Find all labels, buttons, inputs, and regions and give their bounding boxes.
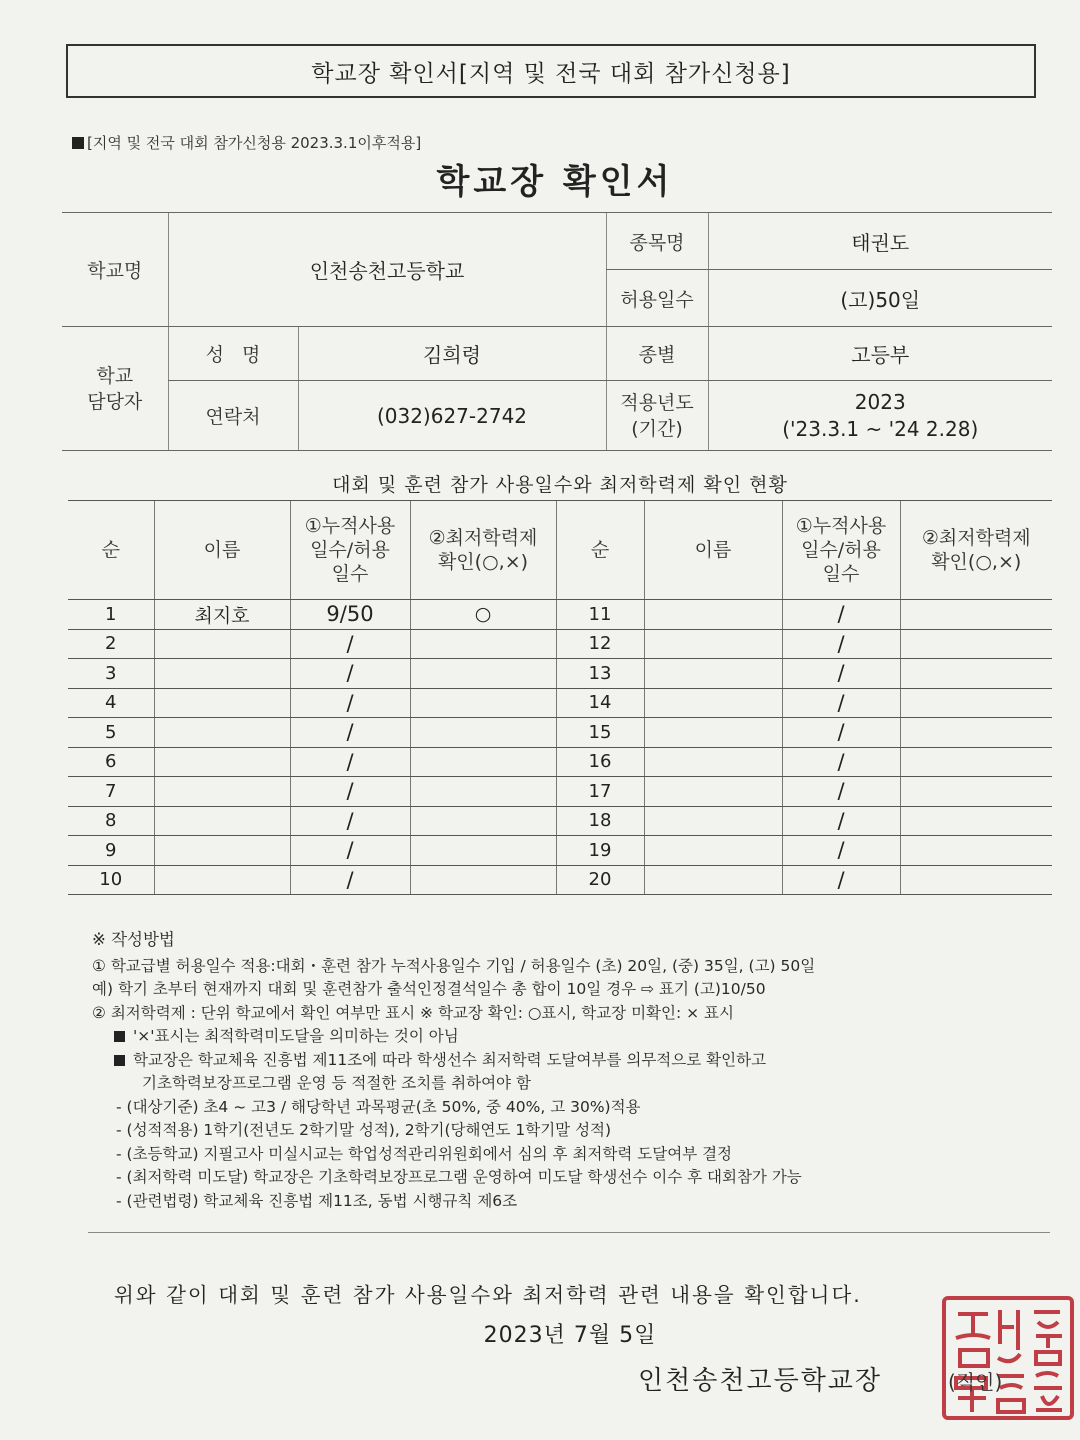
square-bullet-icon [114,1055,125,1066]
instruction-line: 기초학력보장프로그램 운영 등 적절한 조치를 취하여야 함 [142,1074,531,1092]
cell-check-right [900,806,1052,836]
table-row [68,777,1052,807]
period-year: 2023 [854,389,906,414]
table-row [68,865,1052,895]
cell-check-right [900,865,1052,895]
cell-check-left [410,629,556,659]
cell-name-right [644,600,782,630]
instruction-line: 예) 학기 초부터 현재까지 대회 및 훈련참가 출석인정결석일수 총 합이 10일 경우 ⇨ 표기 (고)10/50 [92,980,766,998]
cell-seq-left: 10 [68,865,154,895]
period-label: 적용년도 (기간) [606,381,708,451]
division-label: 종별 [606,327,708,381]
cell-seq-left: 1 [68,600,154,630]
cell-seq-right: 11 [556,600,644,630]
participation-table-body [68,600,1052,895]
cell-name-left [154,629,290,659]
table-row [68,806,1052,836]
cell-usage-left: / [290,806,410,836]
cell-name-left [154,836,290,866]
cell-usage-right: / [782,865,900,895]
event-value: 태권도 [708,213,1052,270]
cell-check-left [410,865,556,895]
confirmation-date: 2023년 7월 5일 [483,1323,657,1348]
cell-seq-left: 3 [68,659,154,689]
cell-check-right [900,747,1052,777]
col-header-check-left: ②최저학력제 확인(○,×) [410,501,556,600]
participation-table [68,500,1052,895]
cell-name-right [644,659,782,689]
cell-seq-right: 15 [556,718,644,748]
cell-name-right [644,718,782,748]
col-header-name-left: 이름 [154,501,290,600]
table-row [68,629,1052,659]
cell-name-right [644,836,782,866]
cell-seq-left: 2 [68,629,154,659]
col-header-seq-left: 순 [68,501,154,600]
instructions [92,926,1042,1212]
cell-name-right [644,688,782,718]
cell-seq-right: 13 [556,659,644,689]
cell-seq-right: 18 [556,806,644,836]
table-row [68,718,1052,748]
cell-name-left [154,718,290,748]
cell-check-left [410,659,556,689]
cell-usage-right: / [782,747,900,777]
instruction-dash: - (최저학력 미도달) 학교장은 기초학력보장프로그램 운영하여 미도달 학생선수 이수 후 대회참가 가능 [116,1168,802,1186]
cell-check-right [900,777,1052,807]
official-seal-stamp [938,1292,1078,1424]
seal-label: (직인) [948,1370,1003,1394]
cell-check-left [410,718,556,748]
divider-line [88,1232,1050,1233]
col-header-seq-right: 순 [556,501,644,600]
cell-check-right [900,836,1052,866]
cell-usage-left: / [290,865,410,895]
instruction-dash: - (성적적용) 1학기(전년도 2학기말 성적), 2학기(당해연도 1학기말 성적) [116,1121,612,1139]
cell-name-left [154,688,290,718]
status-table-title: 대회 및 훈련 참가 사용일수와 최저학력제 확인 현황 [332,474,788,496]
col-header-usage-right: ①누적사용 일수/허용 일수 [782,501,900,600]
instructions-heading: ※ 작성방법 [92,930,175,949]
cell-seq-right: 14 [556,688,644,718]
cell-name-right [644,865,782,895]
school-name: 인천송천고등학교 [168,213,606,327]
cell-usage-left: / [290,777,410,807]
cell-seq-right: 17 [556,777,644,807]
cell-usage-right: / [782,659,900,689]
name-label: 성 명 [168,327,298,381]
cell-check-left [410,806,556,836]
cell-check-right [900,659,1052,689]
cell-usage-left: / [290,747,410,777]
cell-usage-right: / [782,718,900,748]
cell-check-left [410,777,556,807]
cell-check-right [900,688,1052,718]
table-row [68,688,1052,718]
cell-usage-left: / [290,659,410,689]
cell-name-left [154,865,290,895]
cell-seq-right: 16 [556,747,644,777]
square-bullet-icon [114,1031,125,1042]
cell-check-right [900,629,1052,659]
cell-name-right [644,747,782,777]
cell-check-left [410,688,556,718]
contact-label: 연락처 [168,381,298,451]
cell-seq-left: 8 [68,806,154,836]
cell-usage-left: / [290,836,410,866]
cell-seq-left: 9 [68,836,154,866]
event-label: 종목명 [606,213,708,270]
instruction-line: ② 최저학력제 : 단위 학교에서 확인 여부만 표시 ※ 학교장 확인: ○표시, 학교장 미확인: × 표시 [92,1003,735,1022]
table-row [68,836,1052,866]
allowed-days-value: (고)50일 [708,270,1052,327]
allowed-days-label: 허용일수 [606,270,708,327]
cell-check-left [410,747,556,777]
form-note-text: [지역 및 전국 대회 참가신청용 2023.3.1이후적용] [87,134,422,152]
school-label: 학교명 [62,213,168,327]
school-info-table [62,212,1052,451]
cell-seq-right: 12 [556,629,644,659]
cell-usage-right: / [782,600,900,630]
manager-name: 김희령 [298,327,606,381]
instruction-dash: - (대상기준) 초4 ~ 고3 / 해당학년 과목평균(초 50%, 중 40%, 고 30%)적용 [116,1097,641,1116]
cell-seq-left: 6 [68,747,154,777]
cell-name-right [644,777,782,807]
period-value [708,381,1052,451]
cell-usage-right: / [782,629,900,659]
cell-usage-right: / [782,688,900,718]
instruction-dash: - (초등학교) 지필고사 미실시교는 학업성적관리위원회에서 심의 후 최저학력 도달여부 결정 [116,1144,733,1163]
contact-value: (032)627-2742 [298,381,606,451]
table-row [68,659,1052,689]
square-bullet-icon [72,137,84,149]
table-row [68,600,1052,630]
cell-seq-left: 7 [68,777,154,807]
header-box-title: 학교장 확인서[지역 및 전국 대회 참가신청용] [66,44,1036,98]
main-title: 학교장 확인서 [436,162,674,202]
cell-usage-right: / [782,777,900,807]
instruction-line: ① 학교급별 허용일수 적용:대회・훈련 참가 누적사용일수 기입 / 허용일수 (초) 20일, (중) 35일, (고) 50일 [92,956,816,975]
cell-usage-left: / [290,718,410,748]
cell-name-left [154,777,290,807]
cell-usage-left: / [290,629,410,659]
cell-name-right [644,629,782,659]
instruction-bullet: '×'표시는 최적학력미도달을 의미하는 것이 아님 [92,1024,1042,1048]
cell-usage-left: / [290,688,410,718]
cell-check-left [410,836,556,866]
cell-seq-right: 20 [556,865,644,895]
manager-label: 학교 담당자 [62,327,168,451]
cell-usage-left: 9/50 [290,600,410,630]
cell-usage-right: / [782,836,900,866]
signer-name: 인천송천고등학교장 [638,1366,883,1396]
instruction-bullet: 학교장은 학교체육 진흥법 제11조에 따라 학생선수 최저학력 도달여부를 의무적으로 확인하고 [92,1048,1042,1072]
cell-seq-left: 5 [68,718,154,748]
table-row [68,747,1052,777]
cell-usage-right: / [782,806,900,836]
col-header-usage-left: ①누적사용 일수/허용 일수 [290,501,410,600]
cell-check-left: ○ [410,600,556,630]
cell-name-left [154,806,290,836]
instruction-dash: - (관련법령) 학교체육 진흥법 제11조, 동법 시행규칙 제6조 [116,1191,518,1210]
period-range: ('23.3.1 ~ '24 2.28) [782,416,979,441]
cell-check-right [900,718,1052,748]
col-header-name-right: 이름 [644,501,782,600]
cell-name-right [644,806,782,836]
confirmation-text: 위와 같이 대회 및 훈련 참가 사용일수와 최저학력 관련 내용을 확인합니다. [114,1283,862,1307]
cell-seq-left: 4 [68,688,154,718]
form-note [72,132,421,153]
col-header-check-right: ②최저학력제 확인(○,×) [900,501,1052,600]
cell-name-left [154,747,290,777]
cell-name-left: 최지호 [154,600,290,630]
cell-seq-right: 19 [556,836,644,866]
cell-check-right [900,600,1052,630]
division-value: 고등부 [708,327,1052,381]
cell-name-left [154,659,290,689]
